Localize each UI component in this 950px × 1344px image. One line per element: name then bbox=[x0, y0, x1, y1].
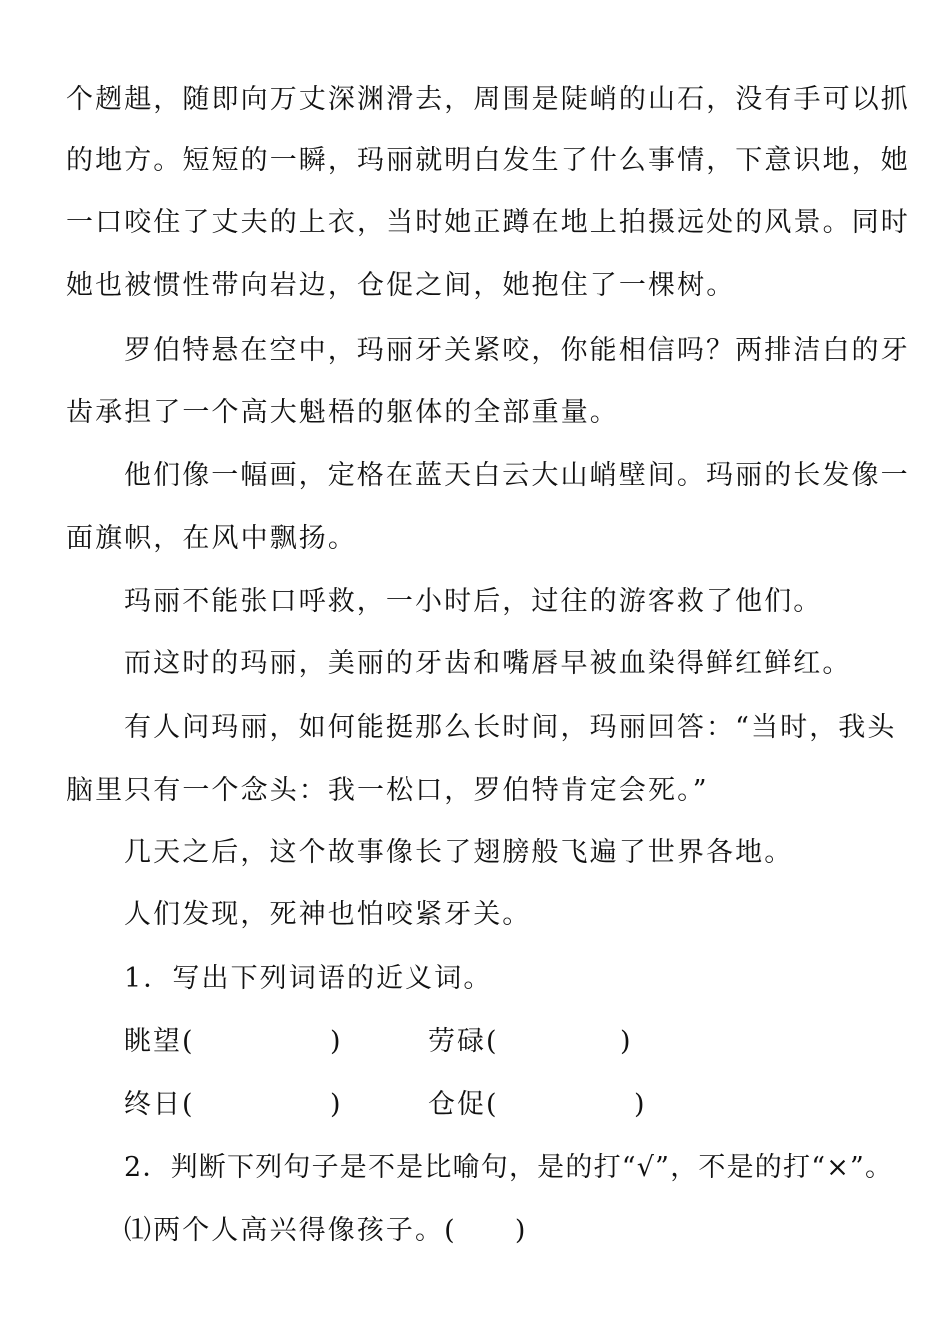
paragraph-line: 一口咬住了丈夫的上衣，当时她正蹲在地上拍摄远处的风景。同时 bbox=[66, 207, 910, 238]
paragraph-line: 而这时的玛丽，美丽的牙齿和嘴唇早被血染得鲜红鲜红。 bbox=[124, 648, 852, 679]
paragraph-line: 齿承担了一个高大魁梧的躯体的全部重量。 bbox=[66, 397, 619, 428]
synonym-blank-4[interactable]: 仓促( ) bbox=[428, 1089, 647, 1120]
paragraph-line: 罗伯特悬在空中，玛丽牙关紧咬，你能相信吗？两排洁白的牙 bbox=[124, 335, 910, 366]
paragraph-line: 有人问玛丽，如何能挺那么长时间，玛丽回答：“当时，我头 bbox=[124, 712, 897, 743]
synonym-word: 劳碌( bbox=[428, 1026, 499, 1057]
paragraph-line: 她也被惯性带向岩边，仓促之间，她抱住了一棵树。 bbox=[66, 270, 736, 301]
paragraph-line: 玛丽不能张口呼救，一小时后，过往的游客救了他们。 bbox=[124, 586, 823, 617]
synonym-blank-1[interactable]: 眺望( ) bbox=[124, 1026, 343, 1057]
synonym-blank-2[interactable]: 劳碌( ) bbox=[428, 1026, 633, 1057]
synonym-word: 终日( bbox=[124, 1089, 195, 1120]
paragraph-line: 几天之后，这个故事像长了翅膀般飞遍了世界各地。 bbox=[124, 837, 794, 868]
question-1-prompt: 1．写出下列词语的近义词。 bbox=[124, 963, 493, 994]
paragraph-line: 他们像一幅画，定格在蓝天白云大山峭壁间。玛丽的长发像一 bbox=[124, 460, 910, 491]
synonym-word: 眺望( bbox=[124, 1026, 195, 1057]
paragraph-line: 脑里只有一个念头：我一松口，罗伯特肯定会死。” bbox=[66, 775, 709, 806]
synonym-blank-3[interactable]: 终日( ) bbox=[124, 1089, 343, 1120]
question-2-item[interactable]: ⑴两个人高兴得像孩子。( ) bbox=[124, 1215, 528, 1246]
paragraph-line: 人们发现，死神也怕咬紧牙关。 bbox=[124, 899, 532, 930]
paragraph-line: 个趔趄，随即向万丈深渊滑去，周围是陡峭的山石，没有手可以抓 bbox=[66, 84, 910, 115]
paragraph-line: 面旗帜，在风中飘扬。 bbox=[66, 523, 357, 554]
synonym-word: 仓促( bbox=[428, 1089, 499, 1120]
paragraph-line: 的地方。短短的一瞬，玛丽就明白发生了什么事情，下意识地，她 bbox=[66, 145, 910, 176]
question-2-prompt: 2．判断下列句子是不是比喻句，是的打“√”，不是的打“×”。 bbox=[124, 1152, 894, 1183]
